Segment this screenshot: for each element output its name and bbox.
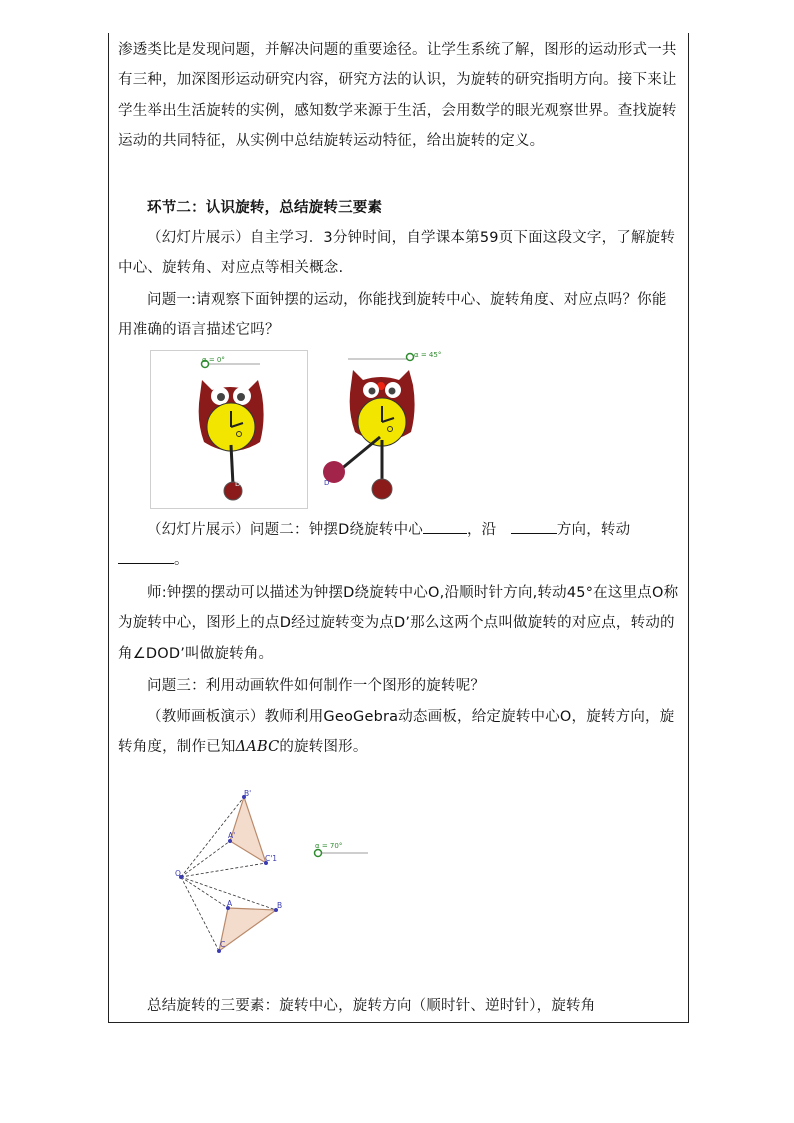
triangle-abc-rotated [230,797,266,863]
label-b: B [277,901,283,910]
point-label-d-prime: D [324,479,330,487]
slider-label: α = 0° [202,356,225,364]
section-heading: 环节二：认识旋转，总结旋转三要素 [147,200,383,216]
paragraph-question-3: 问题三：利用动画软件如何制作一个图形的旋转呢？ [147,678,486,694]
label-c-prime: C'1 [265,854,278,863]
paragraph-teacher-explanation: 师:钟摆的摆动可以描述为钟摆D绕旋转中心O,沿顺时针方向,转动45°在这里点O称为旋转中心，图形上的点D经过旋转变为点D’那么这两个点叫做旋转的对应点，转动的角∠DOD’叫做旋转角。 [118,585,679,662]
label-a-prime: A' [228,831,236,840]
label-o: O [175,869,181,878]
angle-slider-label: α = 70° [315,842,343,850]
triangle-abc [219,908,276,951]
geogebra-rotation-figure [170,785,380,960]
paragraph-question-2: （幻灯片展示）问题二：钟摆D绕旋转中心 ，沿 方向，转动。 [118,515,680,576]
math-triangle-abc: ΔABC [235,739,280,756]
paragraph-intro: 渗透类比是发现问题，并解决问题的重要途径。让学生系统了解，图形的运动形式一共有三种，加深图形运动研究内容，研究方法的认识，为旋转的研究指明方向。接下来让学生举出生活旋转的实例，感知数学来源于生活，会用数学的眼光观察世界。查找旋转运动的共同特征，从实例中总结旋转运动特征，给出旋转的定义。 [118,42,677,150]
slider-label: α = 45° [414,351,442,359]
pendulum-rod [231,445,233,485]
pendulum-clock-image-0deg [150,350,308,510]
point-label-d: D [235,480,241,488]
angle-slider-handle-icon[interactable] [315,850,322,857]
blank-angle [118,549,174,564]
pendulum-rod-rotated [340,437,380,470]
label-b-prime: B' [244,789,252,798]
paragraph-self-study: （幻灯片展示）自主学习．3分钟时间，自学课本第59页下面这段文字，了解旋转中心、旋转角、对应点等相关概念. [118,230,676,277]
blank-direction [511,519,557,534]
pendulum-clock-image-45deg [318,345,448,510]
paragraph-geogebra-demo: （教师画板演示）教师利用GeoGebra动态画板，给定旋转中心O，旋转方向，旋转角度，制作已知ΔABC的旋转图形。 [118,709,675,756]
blank-center [423,519,467,534]
slider-handle-icon[interactable] [407,354,414,361]
paragraph-question-1: 问题一:请观察下面钟摆的运动，你能找到旋转中心、旋转角度、对应点吗？你能用准确的语言描述它吗？ [118,292,667,339]
label-c: C [220,940,226,949]
label-a: A [227,899,233,908]
paragraph-summary: 总结旋转的三要素：旋转中心，旋转方向（顺时针、逆时针），旋转角 [147,998,596,1014]
